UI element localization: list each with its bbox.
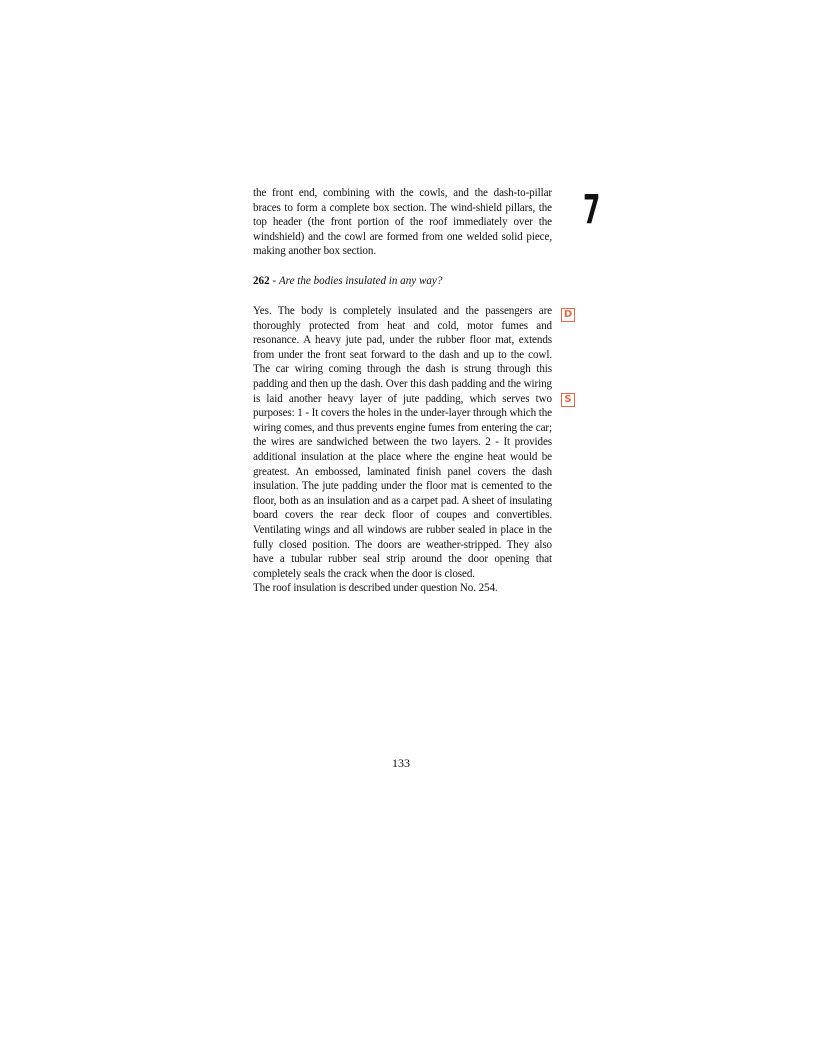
question-heading: [253, 274, 552, 289]
answer-paragraph: [253, 304, 552, 596]
d-marker-icon: D: [561, 308, 575, 322]
answer-last-line: The roof insulation is described under question No. 254.: [253, 582, 498, 595]
s-marker-icon: S: [561, 393, 575, 407]
question-number: 262: [253, 275, 270, 287]
continuation-paragraph: the front end, combining with the cowls, and the dash-to-pillar braces to form a complete box section. The wind-shield pillars, the top header (the front portion of the roof immediately over the windshield) and the cowl are formed from one welded solid piece, making another box section.: [253, 187, 552, 258]
answer-text: Yes. The body is completely insulated and the passengers are thoroughly protected from heat and cold, motor fumes and resonance. A heavy jute pad, under the rubber floor mat, extends from under the front seat forward to the dash and up to the cowl. The car wiring coming through the dash is strung through this padding and then up the dash. Over this dash padding and the wiring is laid another heavy layer of jute padding, which serves two purposes: 1 - It covers the holes in the under-layer through which the wiring comes, and thus prevents engine fumes from entering the car; the wires are sandwiched between the two layers. 2 - It provides additional insulation at the place where the engine heat would be greatest. An embossed, laminated finish panel covers the dash insulation. The jute padding under the floor mat is cemented to the floor, both as an insulation and as a carpet pad. A sheet of insulating board covers the rear deck floor of coupes and convertibles. Ventilating wings and all windows are rubber sealed in place in the fully closed position. The doors are weather-stripped. They also have a tubular rubber seal strip around the door opening that completely seals the crack when the door is closed.: [253, 305, 553, 580]
question-separator: -: [269, 275, 279, 287]
question-text: Are the bodies insulated in any way?: [278, 275, 443, 287]
page-number: 133: [392, 756, 410, 770]
chapter-number: 7: [583, 187, 601, 233]
